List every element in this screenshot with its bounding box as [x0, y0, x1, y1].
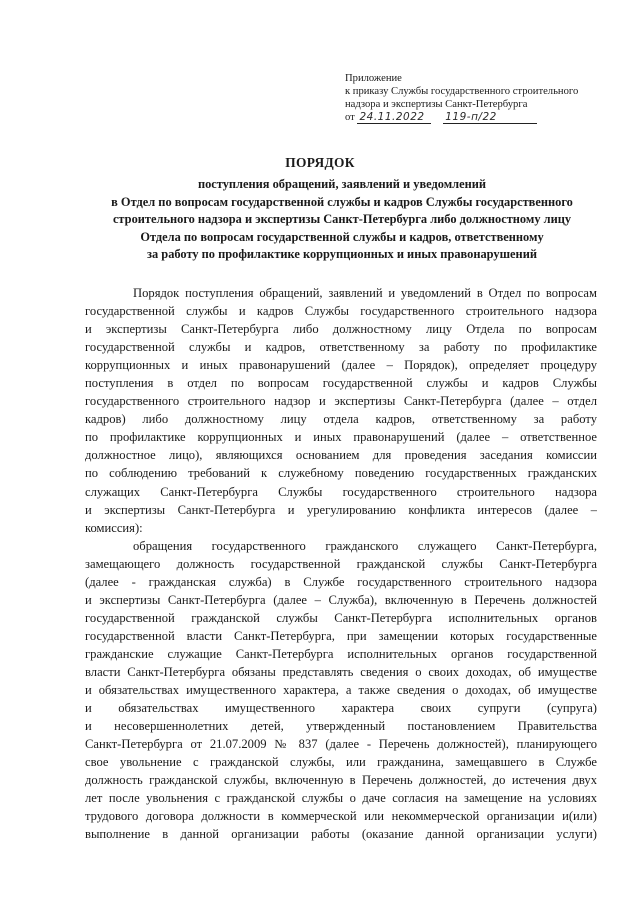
document-heading [80, 176, 604, 264]
body-line: государственного строительного надзор и экспертизы Санкт-Петербурга (далее – отдел [85, 394, 597, 409]
body-line: служащих Санкт-Петербурга Службы государственного строительного надзора [85, 484, 597, 499]
body-line: лет после увольнения с гражданской службы о даче согласия на замещение на условиях [85, 791, 597, 806]
body-line: власти Санкт-Петербурга обязаны представлять сведения о своих доходах, об имуществе [85, 664, 597, 679]
appendix-number: 119-п/22 [443, 112, 537, 124]
body-line: и экспертизы Санкт-Петербурга либо должностному лицу Отдела по вопросам [85, 322, 597, 337]
appendix-date-line [345, 111, 605, 124]
appendix-line-1: к приказу Службы государственного строительного [345, 86, 579, 97]
document-body [85, 284, 597, 843]
body-line: свое увольнение с гражданской службы, или гражданина, замещавшего в Службе [85, 755, 597, 770]
body-line: (далее - гражданская служба) в Службе государственного строительного надзора [85, 574, 597, 589]
heading-line: строительного надзора и экспертизы Санкт-Петербурга либо должностному лицу [112, 212, 572, 226]
body-line: по соблюдению требований к служебному поведению государственных гражданских [85, 466, 597, 481]
body-line: государственной службы и кадров Службы государственного строительного надзора [85, 304, 597, 319]
body-line: выполнение в данной организации работы (оказание данной организации услуги) [85, 827, 597, 842]
appendix-date: 24.11.2022 [357, 112, 430, 124]
body-line: Порядок поступления обращений, заявлений и уведомлений в Отдел по вопросам [133, 286, 597, 300]
body-line: комиссия): [85, 520, 143, 535]
body-line: гражданские служащие Санкт-Петербурга исполнительных органов государственной [85, 646, 597, 661]
body-line: государственной гражданской службы Санкт-Петербурга исполнительных органов [85, 610, 597, 625]
heading-line: Отдела по вопросам государственной службы и кадров, ответственному [140, 229, 544, 244]
heading-line: за работу по профилактике коррупционных и иных правонарушений [147, 247, 537, 261]
body-line: и обязательствах имущественного характера, а также сведения о доходах, об имуществе [85, 683, 597, 698]
body-line: коррупционных и иных правонарушений (далее – Порядок), определяет процедуру [85, 358, 597, 373]
body-line: замещающего должность государственной гражданской службы Санкт-Петербурга [85, 556, 597, 571]
body-line: поступления в отдел по вопросам государственной службы и кадров Службы [85, 376, 597, 391]
body-line: должность гражданской службы, включенную в Перечень должностей, до истечения двух [85, 773, 597, 788]
body-line: государственной службы и кадров, ответственному за работу по профилактике [85, 340, 597, 355]
appendix-label: Приложение [345, 73, 402, 84]
heading-line: в Отдел по вопросам государственной службы и кадров Службы государственного [111, 194, 573, 209]
appendix-block [345, 72, 605, 124]
document-title: ПОРЯДОК [285, 155, 355, 170]
body-line: по профилактике коррупционных и иных правонарушений (далее – ответственное [85, 430, 597, 445]
body-line: и экспертизы Санкт-Петербурга и урегулированию конфликта интересов (далее – [85, 502, 597, 517]
body-line: трудового договора должности в коммерческой или некоммерческой организации и(или) [85, 809, 597, 824]
heading-line: поступления обращений, заявлений и уведомлений [197, 177, 487, 191]
appendix-line-2: надзора и экспертизы Санкт-Петербурга [345, 99, 528, 110]
body-line: кадров) либо должностному лицу отдела кадров, ответственному за работу [85, 412, 597, 427]
body-line: и обязательствах имущественного характера своих супруги (супруга) [85, 701, 597, 716]
appendix-date-prefix: от [345, 112, 355, 123]
body-line: государственной власти Санкт-Петербурга, при замещении которых государственные [85, 628, 597, 643]
body-line: Санкт-Петербурга от 21.07.2009 № 837 (далее - Перечень должностей), планирующего [85, 737, 597, 752]
body-line: и несовершеннолетних детей, утвержденный постановлением Правительства [85, 719, 597, 734]
body-line: должностное лицо), являющихся основанием для проведения заседания комиссии [85, 448, 597, 463]
body-line: и экспертизы Санкт-Петербурга (далее – Служба), включенную в Перечень должностей [85, 592, 597, 607]
body-line: обращения государственного гражданского служащего Санкт-Петербурга, [133, 538, 597, 553]
